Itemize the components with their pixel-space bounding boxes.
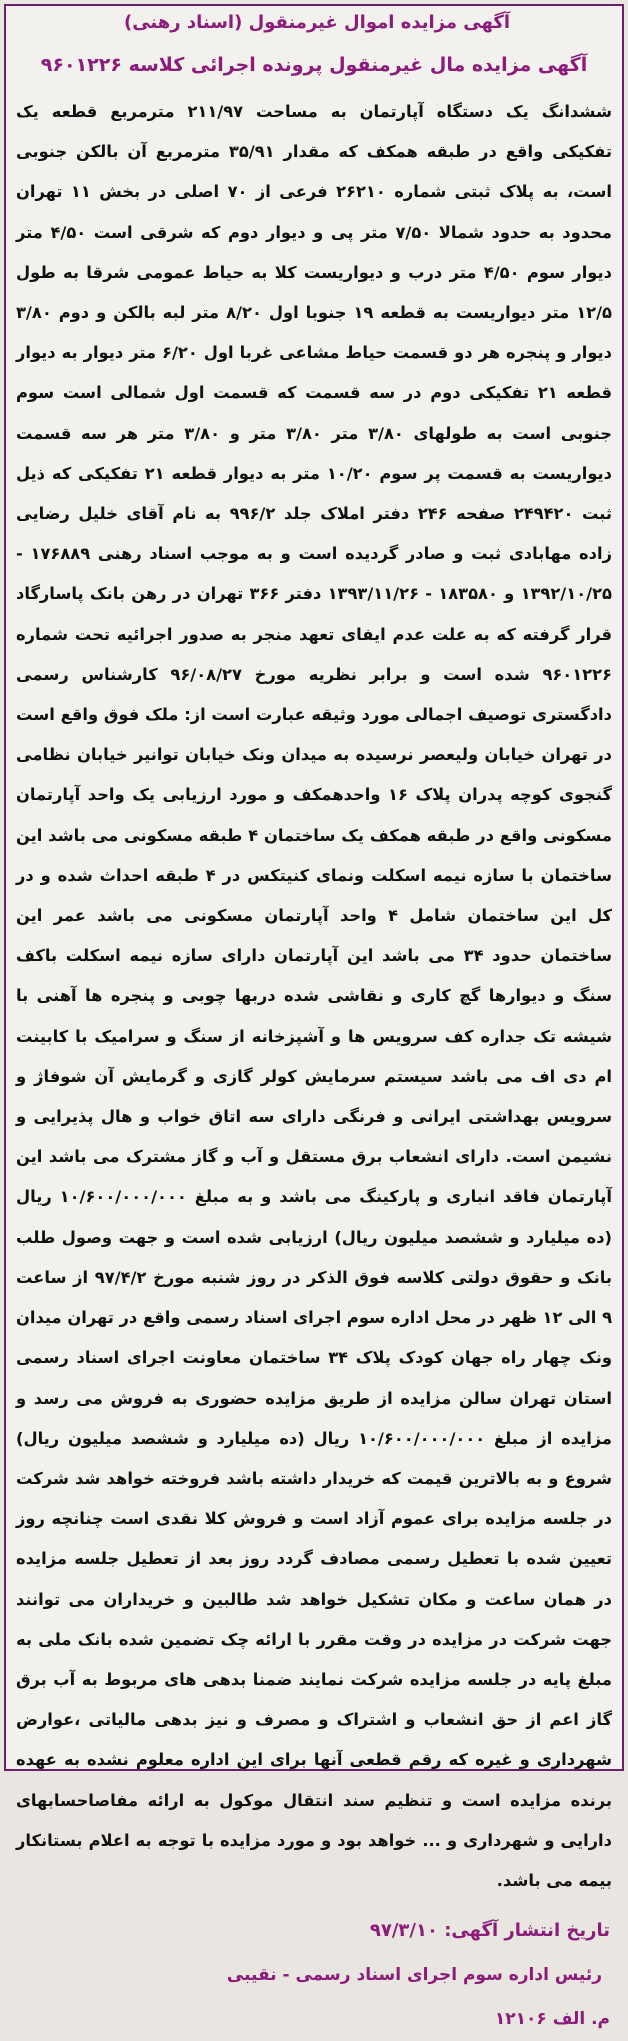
notice-code: م. الف ۱۲۱۰۶ bbox=[494, 2009, 610, 2030]
publish-date: تاریخ انتشار آگهی: ۹۷/۳/۱۰ bbox=[369, 1920, 610, 1942]
auction-notice bbox=[4, 4, 624, 2030]
signature-line: رئیس اداره سوم اجرای اسناد رسمی - نقیبی bbox=[226, 1965, 602, 1986]
notice-body-text: ششدانگ یک دستگاه آپارتمان به مساحت ۲۱۱/۹۷ مترمربع قطعه یک تفکیکی واقع در طبقه همکف که مقدار ۳۵/۹۱ مترمربع آن بالکن جنوبی است، به پلاک ثبتی شماره ۲۶۲۱۰ فرعی از ۷۰ اصلی در بخش ۱۱ تهران محدود به حدود شمالا ۷/۵۰ متر پی و دیوار دوم که شرقی است ۴/۵۰ متر دیوار سوم ۴/۵۰ متر درب و دیواریست کلا به حیاط عمومی شرقا به طول ۱۲/۵ متر دیواریست به قطعه ۱۹ جنوبا اول ۸/۲۰ متر لبه بالکن و دوم ۳/۸۰ دیوار و پنجره هر دو قسمت حیاط مشاعی غربا اول ۶/۲۰ متر دیوار به دیوار قطعه ۲۱ تفکیکی دوم در سه قسمت که قسمت اول شمالی است سوم جنوبی است به طولهای ۳/۸۰ متر ۳/۸۰ متر و ۳/۸۰ متر هر سه قسمت دیواریست به قسمت پر سوم ۱۰/۲۰ متر به دیوار قطعه ۲۱ تفکیکی که ذیل ثبت ۲۴۹۴۲۰ صفحه ۲۴۶ دفتر املاک جلد ۹۹۶/۲ به نام آقای خلیل رضایی زاده مهابادی ثبت و صادر گردیده است و به موجب اسناد رهنی ۱۷۶۸۸۹ - ۱۳۹۲/۱۰/۲۵ و ۱۸۳۵۸۰ - ۱۳۹۳/۱۱/۲۶ دفتر ۳۶۶ تهران در رهن بانک پاسارگاد قرار گرفته که به علت عدم ایفای تعهد منجر به صدور اجرائیه تحت شماره ۹۶۰۱۲۲۶ شده است و برابر نظریه مورخ ۹۶/۰۸/۲۷ کارشناس رسمی دادگستری توصیف اجمالی مورد وثیقه عبارت است از: ملک فوق واقع است در تهران خیابان ولیعصر نرسیده به میدان ونک خیابان توانیر خیابان نظامی گنجوی کوچه پدران پلاک ۱۶ واحدهمکف و مورد ارزیابی یک واحد آپارتمان مسکونی واقع در طبقه همکف یک ساختمان ۴ طبقه مسکونی می باشد این ساختمان با سازه نیمه اسکلت ونمای کنیتکس در ۴ طبقه احداث شده و در کل این ساختمان شامل ۴ واحد آپارتمان مسکونی می باشد عمر این ساختمان حدود ۳۴ می باشد این آپارتمان دارای سازه نیمه اسکلت باکف سنگ و دیوارها گچ کاری و نقاشی شده دربها چوبی و پنجره ها آهنی با شیشه تک جداره کف سرویس ها و آشپزخانه از سنگ و سرامیک با کابینت ام دی اف می باشد سیستم سرمایش کولر گازی و گرمایش آن شوفاژ و سرویس بهداشتی ایرانی و فرنگی دارای سه اتاق خواب و هال پذیرایی و نشیمن است. دارای انشعاب برق مستقل و آب و گاز مشترک می باشد این آپارتمان فاقد انباری و پارکینگ می باشد و به مبلغ ۱۰/۶۰۰/۰۰۰/۰۰۰ ریال (ده میلیارد و ششصد میلیون ریال) ارزیابی شده است و جهت وصول طلب بانک و حقوق دولتی کلاسه فوق الذکر در روز شنبه مورخ ۹۷/۴/۲ از ساعت ۹ الی ۱۲ ظهر در محل اداره سوم اجرای اسناد رسمی واقع در تهران میدان ونک چهار راه جهان کودک پلاک ۳۴ ساختمان معاونت اجرای اسناد رسمی استان تهران سالن مزایده از طریق مزایده حضوری به فروش می رسد و مزایده از مبلغ ۱۰/۶۰۰/۰۰۰/۰۰۰ ریال (ده میلیارد و ششصد میلیون ریال) شروع و به بالاترین قیمت که خریدار داشته باشد فروخته خواهد شد شرکت در جلسه مزایده برای عموم آزاد است و فروش کلا نقدی است چنانچه روز تعیین شده با تعطیل رسمی مصادف گردد روز بعد از تعطیل جلسه مزایده در همان ساعت و مکان تشکیل خواهد شد طالبین و خریداران می توانند جهت شرکت در مزایده در وقت مقرر با ارائه چک تضمین شده بانک ملی به مبلغ پایه در جلسه مزایده شرکت نمایند ضمنا بدهی های مربوط به آب برق گاز اعم از حق انشعاب و اشتراک و مصرف و نیز بدهی مالیاتی ،عوارض شهرداری و غیره که رقم قطعی آنها برای این اداره معلوم نشده به عهده برنده مزایده است و تنظیم سند انتقال موکول به ارائه مفاصاحسابهای دارایی و شهرداری و ... خواهد بود و مورد مزایده با توجه به اعلام بستانکار بیمه می باشد. bbox=[16, 102, 613, 1890]
notice-title: آگهی مزایده اموال غیرمنقول (اسناد رهنی) bbox=[123, 12, 510, 33]
notice-header bbox=[6, 6, 622, 92]
notice-subtitle: آگهی مزایده مال غیرمنقول پرونده اجرائی کلاسه ۹۶۰۱۲۲۶ bbox=[40, 54, 588, 76]
notice-footer bbox=[6, 1901, 622, 2041]
